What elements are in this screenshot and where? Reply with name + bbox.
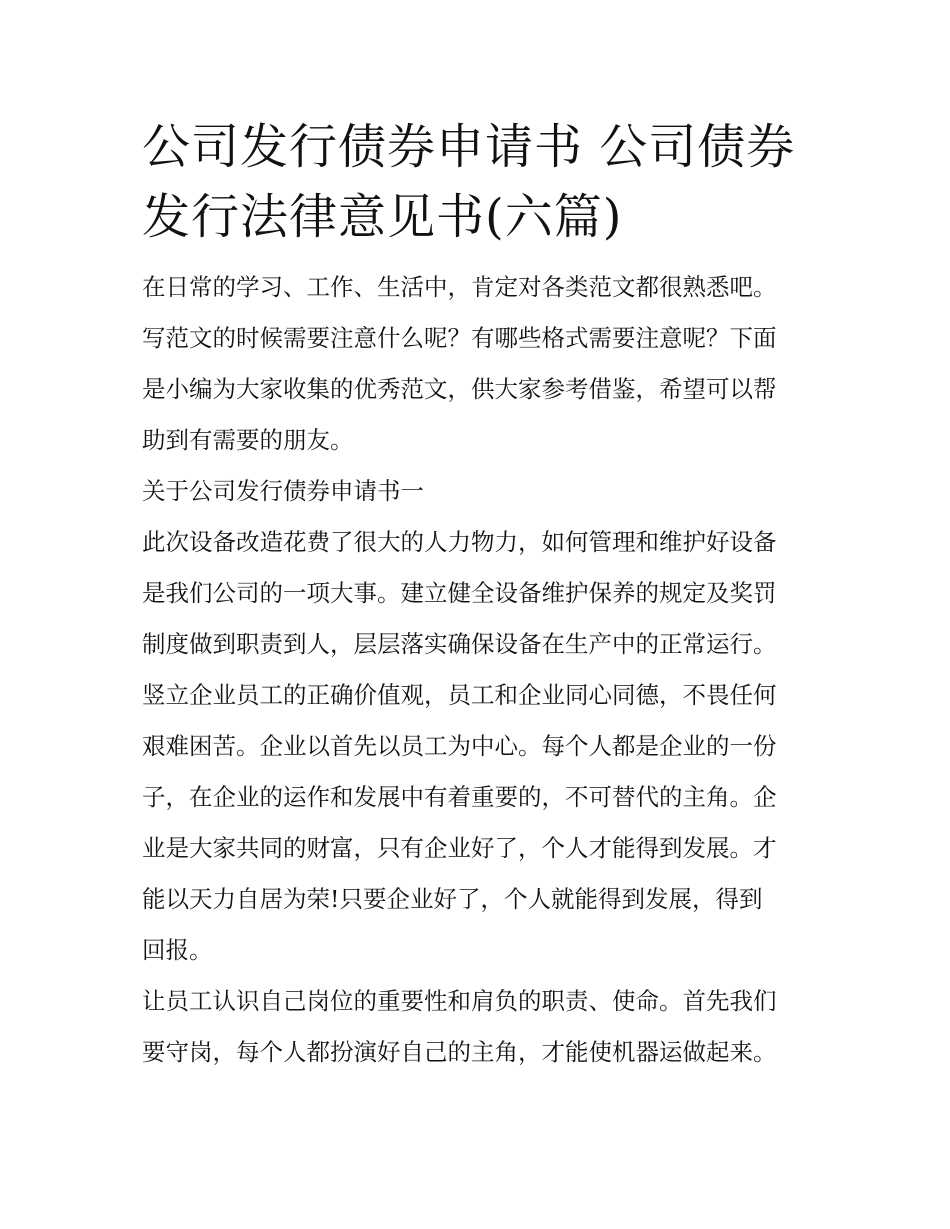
body-paragraph-2: 让员工认识自己岗位的重要性和肩负的职责、使命。首先我们 要守岗，每个人都扮演好自己的主角，才能使机器运做起来。 bbox=[142, 987, 777, 1066]
document-content bbox=[142, 112, 814, 1078]
intro-paragraph: 在日常的学习、工作、生活中，肯定对各类范文都很熟悉吧。 写范文的时候需要注意什么呢？有哪些格式需要注意呢？下面 是小编为大家收集的优秀范文，供大家参考借鉴，希望可以帮 助到有需要的朋友。 bbox=[142, 273, 777, 454]
title-line-2: 发行法律意见书(六篇) bbox=[142, 189, 623, 245]
title-line-1: 公司发行债券申请书 公司债券 bbox=[142, 119, 796, 175]
section-heading: 关于公司发行债券申请书一 bbox=[142, 477, 424, 505]
body-paragraph-1: 此次设备改造花费了很大的人力物力，如何管理和维护好设备 是我们公司的一项大事。建立健全设备维护保养的规定及奖罚 制度做到职责到人，层层落实确保设备在生产中的正常运行。 竖立企业员工的正确价值观，员工和企业同心同德，不畏任何 艰难困苦。企业以首先以员工为中心。每个人都是企业的一份 子，在企业的运作和发展中有着重要的，不可替代的主角。企 业是大家共同的财富，只有企业好了，个人才能得到发展。才 能以天力自居为荣!只要企业好了，个人就能得到发展，得到 回报。 bbox=[142, 528, 777, 964]
document-title bbox=[142, 112, 814, 252]
